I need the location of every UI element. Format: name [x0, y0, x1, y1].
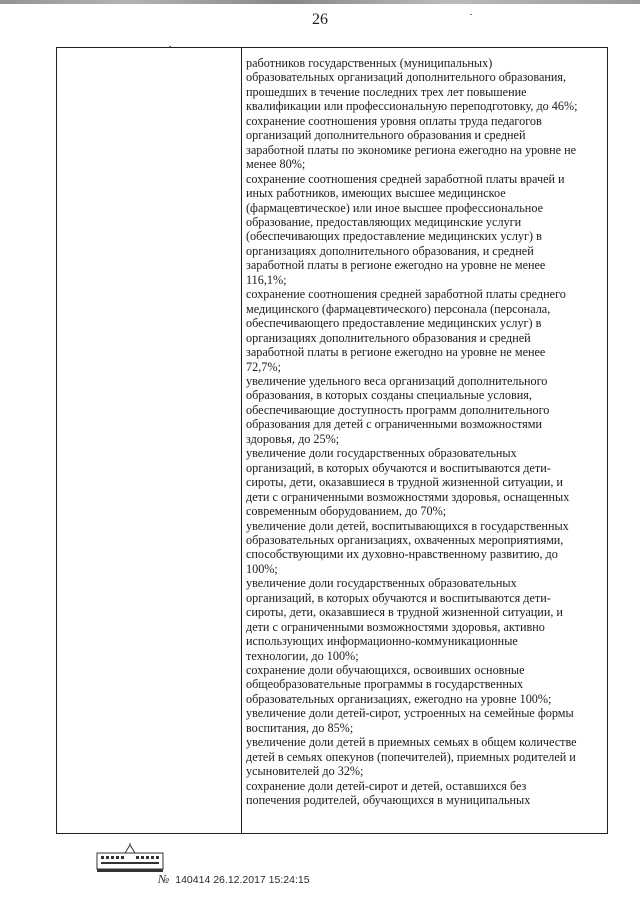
text-line: дети с ограниченными возможностями здоровья, оснащенных [246, 489, 570, 504]
text-line: сохранение доли обучающихся, освоивших основные [246, 663, 525, 678]
text-line: образовательных организациях, ежегодно на уровне 100%; [246, 691, 552, 706]
text-line: увеличение доли государственных образовательных [246, 576, 517, 591]
text-line: обеспечивающего предоставление медицинских услуг) в [246, 316, 542, 331]
document-registration-id [158, 872, 310, 887]
text-line: сироты, дети, оказавшиеся в трудной жизненной ситуации, и [246, 605, 563, 620]
text-line: медицинского (фармацевтического) персонала (персонала, [246, 301, 551, 316]
registration-timestamp: 26.12.2017 15:24:15 [213, 874, 310, 886]
text-line: попечения родителей, обучающихся в муниципальных [246, 793, 531, 808]
text-line: 100%; [246, 561, 278, 576]
text-line: обеспечивающие доступность программ дополнительного [246, 402, 550, 417]
seal-stamp-icon [95, 843, 165, 873]
text-line: иных работников, имеющих высшее медицинское [246, 186, 506, 201]
text-line: прошедших в течение последних трех лет повышение [246, 84, 527, 99]
text-line: (обеспечивающих предоставление медицинских услуг) в [246, 229, 542, 244]
text-line: сохранение соотношения средней заработной платы врачей и [246, 171, 565, 186]
text-line: организаций, в которых обучаются и воспитываются дети- [246, 460, 551, 475]
text-line: менее 80%; [246, 157, 306, 172]
number-sign: № [158, 872, 170, 886]
text-line: современным оборудованием, до 70%; [246, 504, 447, 519]
text-line: образования для детей с ограниченными возможностями [246, 417, 542, 432]
text-line: (фармацевтическое) или иное высшее профессиональное [246, 200, 543, 215]
text-line: увеличение доли детей-сирот, устроенных на семейные формы [246, 706, 574, 721]
text-line: увеличение удельного веса организаций дополнительного [246, 373, 548, 388]
page-number: 26 [312, 11, 328, 28]
document-table [56, 47, 608, 834]
text-line: общеобразовательные программы в государственных [246, 677, 524, 692]
text-line: работников государственных (муниципальных) [246, 56, 493, 70]
text-line: организациях дополнительного образования, и средней [246, 243, 534, 258]
text-line: заработной платы в регионе ежегодно на уровне не менее [246, 258, 546, 273]
text-line: образования, в которых созданы специальные условия, [246, 388, 532, 403]
text-line: заработной платы по экономике региона ежегодно на уровне не [246, 142, 577, 157]
registration-number: 140414 [175, 874, 211, 886]
text-line: организаций, в которых обучаются и воспитываются дети- [246, 590, 551, 605]
text-line: усыновителей до 32%; [246, 764, 364, 779]
text-line: сироты, дети, оказавшиеся в трудной жизненной ситуации, и [246, 475, 563, 490]
text-line: воспитания, до 85%; [246, 720, 354, 735]
text-line: 72,7%; [246, 359, 281, 374]
text-line: сохранение соотношения средней заработной платы среднего [246, 287, 566, 302]
text-line: сохранение доли детей-сирот и детей, оставшихся без [246, 778, 527, 793]
text-line: увеличение доли детей в приемных семьях в общем количестве [246, 735, 577, 750]
text-line: дети с ограниченными возможностями здоровья, активно [246, 619, 545, 634]
text-line: образовательных организациях, охваченных мероприятиями, [246, 532, 564, 547]
text-line: использующих информационно-коммуникационные [246, 634, 518, 649]
column-divider [241, 48, 242, 833]
text-line: заработной платы в регионе ежегодно на уровне не менее [246, 345, 546, 360]
text-line: сохранение соотношения уровня оплаты труда педагогов [246, 113, 542, 128]
text-line: образование, предоставляющих медицинские услуги [246, 214, 522, 229]
text-line: способствующими их духовно-нравственному развитию, до [246, 547, 558, 562]
scan-top-edge [0, 0, 640, 4]
text-line: организаций дополнительного образования и средней [246, 128, 526, 143]
text-line: увеличение доли государственных образовательных [246, 446, 517, 461]
text-line: организациях дополнительного образования и средней [246, 330, 531, 345]
text-line: 116,1%; [246, 272, 287, 287]
text-line: детей в семьях опекунов (попечителей), приемных родителей и [246, 749, 576, 764]
text-line: увеличение доли детей, воспитывающихся в государственных [246, 518, 569, 533]
text-line: образовательных организаций дополнительного образования, [246, 70, 567, 85]
text-line: здоровья, до 25%; [246, 431, 340, 446]
table-cell-text [246, 56, 606, 808]
text-line: квалификации или профессиональную переподготовку, до 46%; [246, 99, 578, 114]
text-line: технологии, до 100%; [246, 648, 359, 663]
